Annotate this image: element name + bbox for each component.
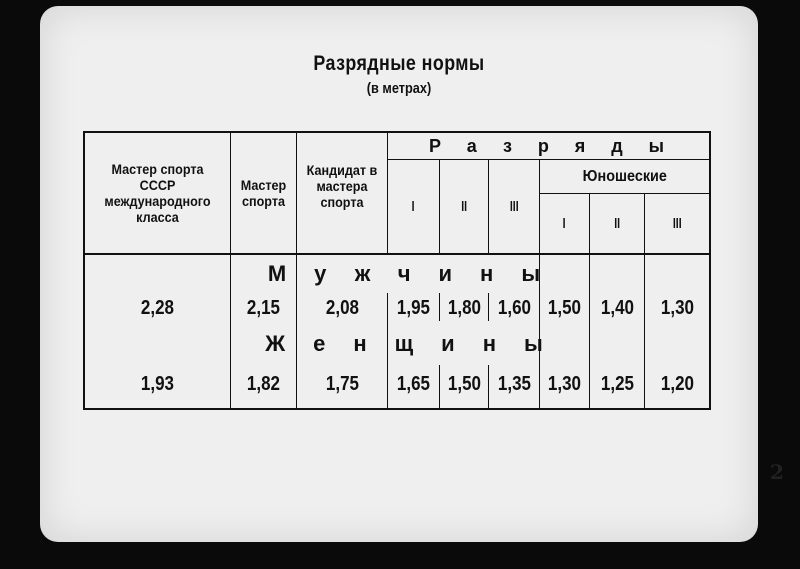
value-cell: 1,93 (140, 372, 175, 395)
page-title: Разрядные нормы (313, 52, 485, 75)
group-label-women: Женщины (265, 331, 571, 356)
value-cell: 1,50 (547, 296, 582, 319)
value-cell: 1,25 (600, 372, 634, 395)
value-cell: 1,65 (396, 372, 431, 395)
norms-table (83, 131, 711, 410)
page-subtitle: (в метрах) (366, 80, 432, 97)
header-master-international: Мастер спорта СССР международного класса (104, 161, 211, 225)
header-candidate: Кандидат в мастера спорта (306, 162, 378, 210)
value-cell: 1,30 (547, 372, 582, 395)
value-cell: 2,15 (246, 296, 281, 319)
value-cell: 1,95 (396, 296, 431, 319)
value-cell: 1,40 (600, 296, 634, 319)
header-master: Мастер спорта (240, 177, 287, 209)
value-cell: 1,30 (660, 296, 694, 319)
value-cell: 1,80 (447, 296, 481, 319)
header-youth-rank-1: I (563, 215, 566, 232)
header-rank-3: III (509, 198, 519, 215)
header-rank-2: II (461, 198, 467, 215)
value-cell: 2,28 (140, 296, 175, 319)
value-cell: 1,35 (497, 372, 531, 395)
header-youth-group: Юношеские (582, 167, 667, 185)
header-ranks-group: Разряды (428, 135, 690, 156)
value-cell: 1,60 (497, 296, 531, 319)
value-cell: 1,82 (246, 372, 281, 395)
value-cell: 1,50 (447, 372, 481, 395)
value-cell: 1,75 (325, 372, 359, 395)
group-label-men: Мужчины (267, 261, 569, 286)
header-youth-rank-3: III (672, 215, 682, 232)
header-bottom-line (85, 253, 709, 255)
header-youth-rank-2: II (614, 215, 620, 232)
header-rank-1: I (412, 198, 415, 215)
page-number: 2 (770, 460, 784, 484)
value-cell: 2,08 (325, 296, 359, 319)
value-cell: 1,20 (660, 372, 694, 395)
